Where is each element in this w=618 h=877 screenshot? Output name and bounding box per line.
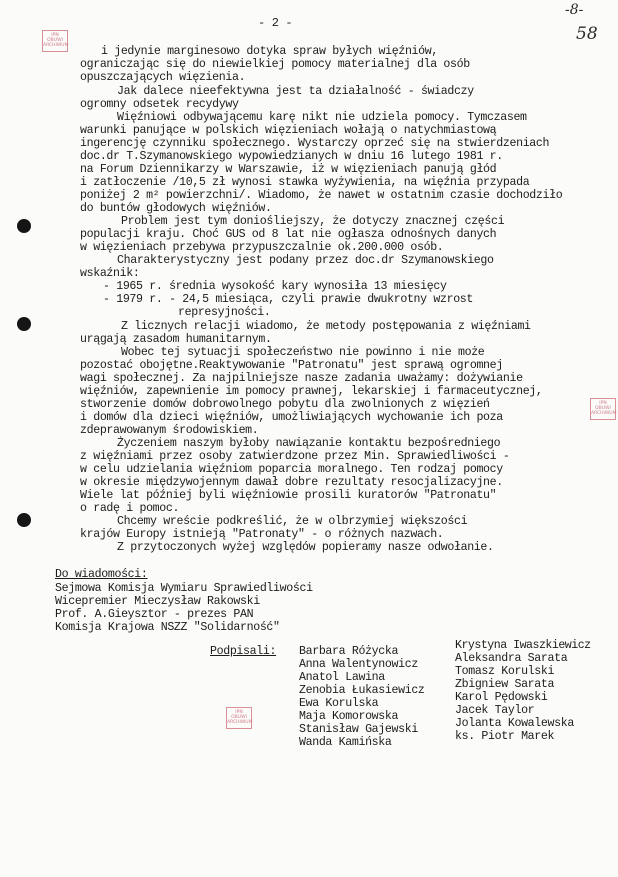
body-line: Życzeniem naszym byłoby nawiązanie kontaktu bezpośredniego (117, 437, 501, 450)
body-line: Charakterystyczny jest podany przez doc.dr Szymanowskiego (117, 254, 494, 267)
body-line: wagi społecznej. Za najpilniejsze nasze zadania uważamy: dożywianie (80, 372, 523, 385)
body-line: poniżej 2 m² powierzchni/. Wiadomo, że nawet w ostatnim czasie dochodziło (80, 189, 563, 202)
archive-stamp: IPN OBUWI ARCHIWUM (226, 707, 252, 729)
recipients-heading: Do wiadomości: (55, 568, 148, 581)
body-line: krajów Europy istnieją "Patronaty" - o różnych nazwach. (80, 528, 444, 541)
signatory: Wanda Kamińska (299, 736, 392, 749)
punch-hole (17, 513, 31, 527)
body-line: i domów dla dzieci więźniów, umożliwiających wychowanie ich poza (80, 411, 503, 424)
signatory: Ewa Korulska (299, 697, 379, 710)
body-line: - 1979 r. - 24,5 miesiąca, czyli prawie dwukrotny wzrost (103, 293, 474, 306)
body-line: doc.dr T.Szymanowskiego wypowiedzianych w dniu 16 lutego 1981 r. (80, 150, 503, 163)
body-line: i zatłoczenie /10,5 zł wynosi stawka wyżywienia, na więźnia przypada (80, 176, 530, 189)
signatory: Aleksandra Sarata (455, 652, 568, 665)
body-line: do buntów głodowych więźniów. (80, 202, 272, 215)
signatures-heading: Podpisali: (210, 645, 277, 658)
body-line: Z przytoczonych wyżej względów popieramy nasze odwołanie. (117, 541, 494, 554)
body-line: - 1965 r. średnia wysokość kary wynosiła 13 miesięcy (103, 280, 447, 293)
page-number: - 2 - (258, 16, 293, 30)
handwritten-folio-number: 58 (576, 24, 598, 44)
punch-hole (17, 219, 31, 233)
signatory: Maja Komorowska (299, 710, 399, 723)
punch-hole (17, 317, 31, 331)
body-line: Więźniowi odbywającemu karę nikt nie udziela pomocy. Tymczasem (117, 111, 527, 124)
signatory: ks. Piotr Marek (455, 730, 555, 743)
signatory: Tomasz Korulski (455, 665, 555, 678)
body-line: stworzenie domów dobrowolnego pobytu dla zwolnionych z więzień (80, 398, 490, 411)
signatory: Barbara Różycka (299, 645, 399, 658)
signatory: Zenobia Łukasiewicz (299, 684, 425, 697)
recipient: Prof. A.Gieysztor - prezes PAN (55, 608, 254, 621)
body-line: zdeprawowanym środowiskiem. (80, 424, 259, 437)
body-line: opuszczających więzienia. (80, 71, 246, 84)
signatory: Jolanta Kowalewska (455, 717, 574, 730)
body-line: ogromny odsetek recydywy (80, 98, 239, 111)
body-line: o radę i pomoc. (80, 502, 180, 515)
body-line: represyjności. (178, 306, 271, 319)
body-line: więźniów, zapewnienie im pomocy prawnej, lekarskiej i farmaceutycznej, (80, 385, 543, 398)
body-line: pozostać obojętne.Reaktywowanie "Patronatu" jest sprawą ogromnej (80, 359, 503, 372)
body-line: Wiele lat później byli więźniowie prosili kuratorów "Patronatu" (80, 489, 497, 502)
body-line: urągają zasadom humanitarnym. (80, 333, 272, 346)
signatory: Anatol Lawina (299, 671, 385, 684)
body-line: Wobec tej sytuacji społeczeństwo nie powinno i nie może (121, 346, 485, 359)
body-line: w więzieniach przebywa przypuszczalnie ok.200.000 osób. (80, 241, 444, 254)
body-line: populacji kraju. Choć GUS od 8 lat nie ogłasza odnośnych danych (80, 228, 497, 241)
body-line: z więźniami przez osoby zatwierdzone przez Min. Sprawiedliwości - (80, 450, 510, 463)
signatory: Anna Walentynowicz (299, 658, 418, 671)
recipient: Wicepremier Mieczysław Rakowski (55, 595, 260, 608)
signatory: Zbigniew Sarata (455, 678, 555, 691)
archive-stamp: IPN OBUWI ARCHIWUM (590, 398, 616, 420)
body-line: w okresie międzywojennym dawał dobre rezultaty resocjalizacyjne. (80, 476, 503, 489)
handwritten-page-mark: -8- (565, 2, 584, 18)
body-line: warunki panujące w polskich więzieniach wołają o natychmiastową (80, 124, 497, 137)
recipient: Komisja Krajowa NSZZ "Solidarność" (55, 621, 280, 634)
body-line: Jak dalece nieefektywna jest ta działalność - świadczy (117, 85, 474, 98)
body-line: wskaźnik: (80, 267, 140, 280)
signatory: Krystyna Iwaszkiewicz (455, 639, 591, 652)
body-line: na Forum Dziennikarzy w Warszawie, iż w więzieniach panują głód (80, 163, 497, 176)
signatory: Karol Pędowski (455, 691, 548, 704)
archive-stamp: IPN OBUWI ARCHIWUM (42, 30, 68, 52)
body-line: ingerencję czynniku społecznego. Wystarczy oprzeć się na stwierdzeniach (80, 137, 550, 150)
body-line: ograniczając się do niewielkiej pomocy materialnej dla osób (80, 58, 470, 71)
body-line: Problem jest tym doniośliejszy, że dotyczy znacznej części (121, 215, 505, 228)
body-line: Z licznych relacji wiadomo, że metody postępowania z więźniami (121, 320, 531, 333)
signatory: Jacek Taylor (455, 704, 535, 717)
body-line: i jedynie marginesowo dotyka spraw byłych więźniów, (101, 45, 438, 58)
body-line: Chcemy wreście podkreślić, że w olbrzymiej większości (117, 515, 468, 528)
recipient: Sejmowa Komisja Wymiaru Sprawiedliwości (55, 582, 313, 595)
signatory: Stanisław Gajewski (299, 723, 418, 736)
body-line: w celu udzielania więźniom poparcia moralnego. Ten rodzaj pomocy (80, 463, 503, 476)
